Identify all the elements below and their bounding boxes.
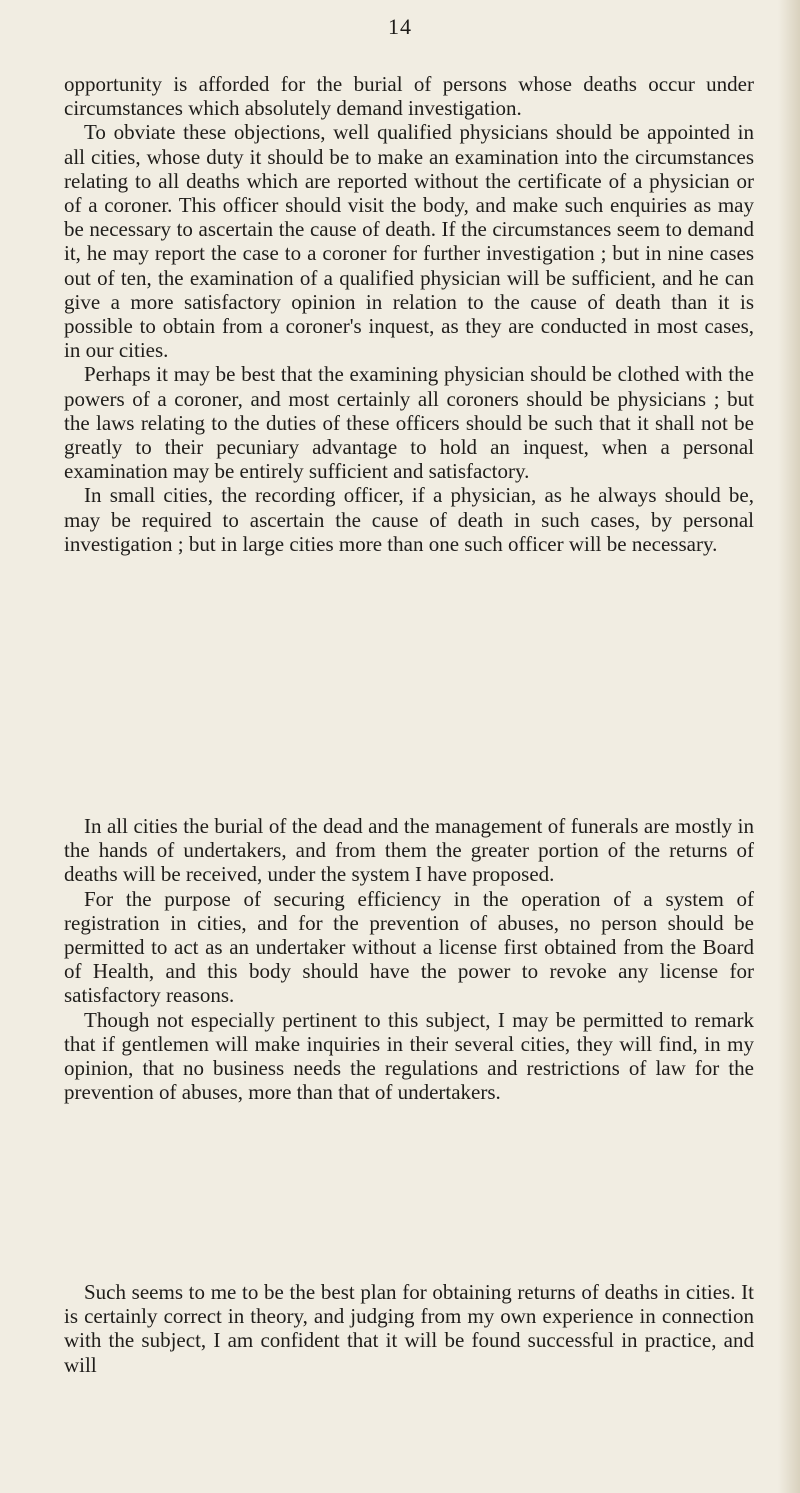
page-edge-shadow: [778, 0, 800, 1493]
paragraph: To obviate these objections, well qualified physicians should be appointed in all cities, whose duty it should be to make an examination into the circumstances relating to all deaths which are reported without the certificate of a physician or of a coroner. This officer should visit the body, and make such enquiries as may be necessary to ascertain the cause of death. If the circumstances seem to demand it, he may report the case to a coroner for further investigation ; but in nine cases out of ten, the examination of a qualified physician will be sufficient, and he can give a more satisfactory opinion in relation to the cause of death than it is possible to obtain from a coroner's inquest, as they are conducted in most cases, in our cities.: [64, 120, 754, 363]
paragraph: opportunity is afforded for the burial of persons whose deaths occur under circumstances which absolutely demand investigation.: [64, 72, 754, 121]
text-section-3: [64, 1280, 754, 1377]
text-section-1: [64, 72, 754, 556]
paragraph: For the purpose of securing efficiency in the operation of a system of registration in cities, and for the prevention of abuses, no person should be permitted to act as an undertaker without a license first obtained from the Board of Health, and this body should have the power to revoke any license for satisfactory reasons.: [64, 886, 754, 1008]
page-number: 14: [388, 14, 412, 39]
paragraph: In small cities, the recording officer, if a physician, as he always should be, may be required to ascertain the cause of death in such cases, by personal investigation ; but in large cities more than one such officer will be necessary.: [64, 483, 754, 556]
paragraph: Perhaps it may be best that the examining physician should be clothed with the powers of a coroner, and most certainly all coroners should be physicians ; but the laws relating to the duties of these officers should be such that it shall not be greatly to their pecuniary advantage to hold an inquest, when a personal examination may be entirely sufficient and satisfactory.: [64, 362, 754, 484]
text-section-2: [64, 814, 754, 1104]
paragraph: Though not especially pertinent to this subject, I may be permitted to remark that if gentlemen will make inquiries in their several cities, they will find, in my opinion, that no business needs the regulations and restrictions of law for the prevention of abuses, more than that of undertakers.: [64, 1007, 754, 1105]
paragraph: In all cities the burial of the dead and the management of funerals are mostly in the hands of undertakers, and from them the greater portion of the returns of deaths will be received, under the system I have proposed.: [64, 814, 754, 887]
paragraph: Such seems to me to be the best plan for obtaining returns of deaths in cities. It is certainly correct in theory, and judging from my own experience in connection with the subject, I am confident that it will be found successful in practice, and will: [64, 1280, 754, 1377]
